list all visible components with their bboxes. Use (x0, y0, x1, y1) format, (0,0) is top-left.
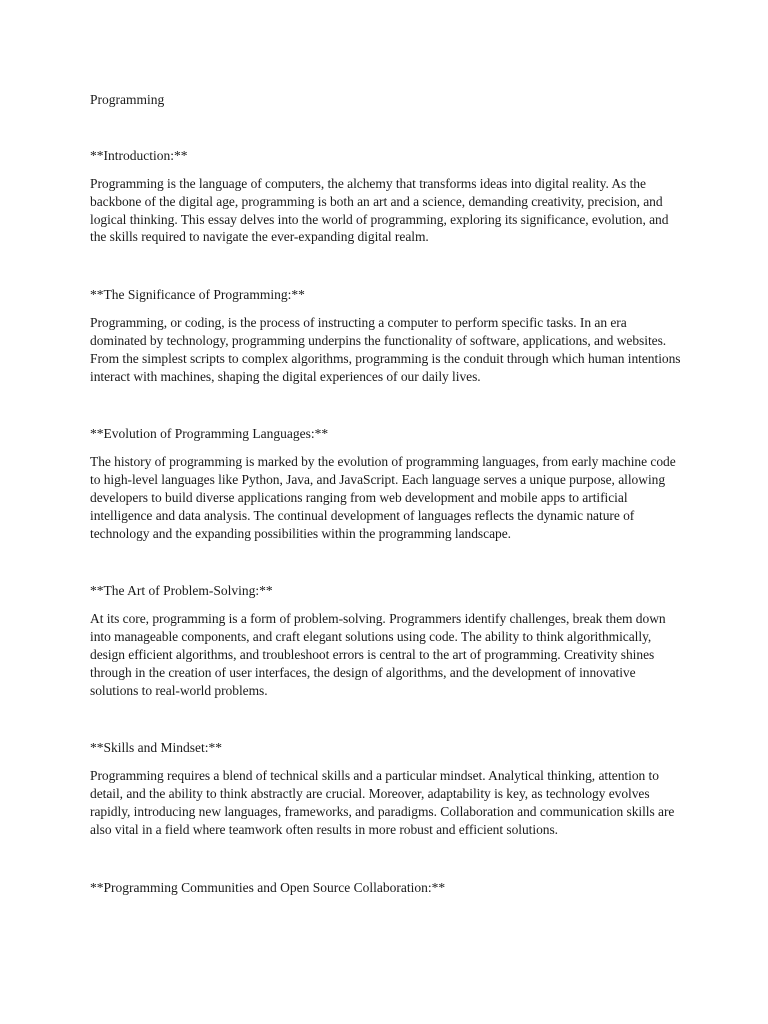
section-problem-solving (90, 582, 682, 699)
section-evolution (90, 425, 682, 542)
section-introduction (90, 147, 682, 246)
section-communities (90, 879, 682, 897)
section-significance (90, 286, 682, 385)
section-paragraph: Programming, or coding, is the process of instructing a computer to perform specific tasks. In an era dominated by technology, programming underpins the functionality of software, applications, and websites. From the simplest scripts to complex algorithms, programming is the conduit through which human intentions interact with machines, shaping the digital experiences of our daily lives. (90, 315, 681, 384)
section-heading: **The Significance of Programming:** (90, 287, 305, 303)
section-heading: **The Art of Problem-Solving:** (90, 583, 273, 599)
section-heading: **Evolution of Programming Languages:** (90, 426, 329, 442)
document-title: Programming (90, 92, 165, 107)
section-skills-mindset (90, 739, 682, 838)
section-heading: **Skills and Mindset:** (90, 740, 223, 756)
section-paragraph: At its core, programming is a form of problem-solving. Programmers identify challenges, break them down into manageable components, and craft elegant solutions using code. The ability to think algorithmically, design efficient algorithms, and troubleshoot errors is central to the art of programming. Creativity shines through in the creation of user interfaces, the design of algorithms, and the development of innovative solutions to real-world problems. (90, 611, 666, 698)
section-heading: **Introduction:** (90, 148, 188, 163)
document-page (90, 91, 682, 907)
section-paragraph: Programming is the language of computers, the alchemy that transforms ideas into digital reality. As the backbone of the digital age, programming is both an art and a science, demanding creativity, precision, and logical thinking. This essay delves into the world of programming, exploring its significance, evolution, and the skills required to navigate the ever-expanding digital realm. (90, 176, 669, 245)
section-paragraph: Programming requires a blend of technical skills and a particular mindset. Analytical thinking, attention to detail, and the ability to think abstractly are crucial. Moreover, adaptability is key, as technology evolves rapidly, introducing new languages, frameworks, and paradigms. Collaboration and communication skills are also vital in a field where teamwork often results in more robust and efficient solutions. (90, 768, 675, 837)
section-heading: **Programming Communities and Open Source Collaboration:** (90, 879, 446, 895)
section-paragraph: The history of programming is marked by the evolution of programming languages, from early machine code to high-level languages like Python, Java, and JavaScript. Each language serves a unique purpose, allowing developers to build diverse applications ranging from web development and mobile apps to artificial intelligence and data analysis. The continual development of languages reflects the dynamic nature of technology and the expanding possibilities within the programming landscape. (90, 454, 676, 541)
